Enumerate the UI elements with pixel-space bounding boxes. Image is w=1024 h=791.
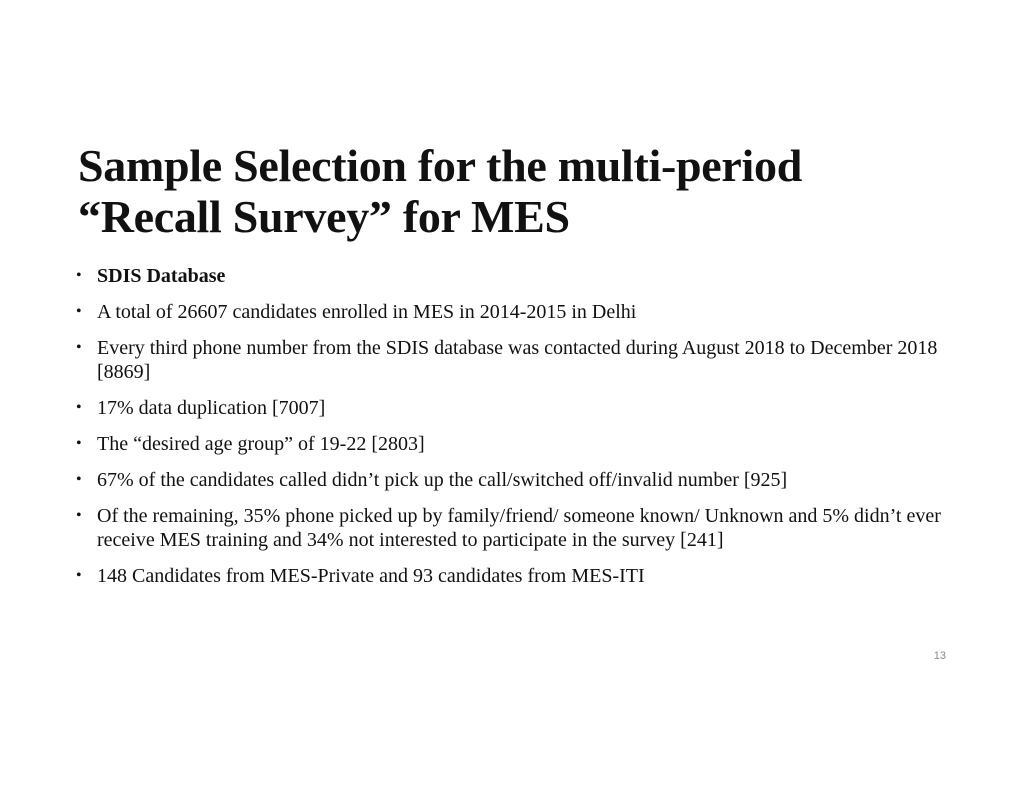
bullet-icon: • bbox=[76, 471, 82, 488]
bullet-item bbox=[76, 336, 956, 384]
bullet-icon: • bbox=[76, 339, 82, 356]
bullet-item bbox=[76, 300, 956, 324]
bullet-item bbox=[76, 564, 956, 588]
slide-title-line-1: Sample Selection for the multi-period bbox=[78, 140, 802, 191]
bullet-text: Every third phone number from the SDIS database was contacted during August 2018 to December 2018 [8869] bbox=[97, 337, 938, 383]
bullet-text: 17% data duplication [7007] bbox=[97, 397, 326, 419]
bullet-item bbox=[76, 504, 956, 552]
bullet-text: SDIS Database bbox=[97, 265, 226, 287]
bullet-text: Of the remaining, 35% phone picked up by family/friend/ someone known/ Unknown and 5% didn’t ever receive MES training and 34% not interested to participate in the survey [241] bbox=[97, 505, 941, 551]
bullet-item bbox=[76, 468, 956, 492]
bullet-icon: • bbox=[76, 435, 82, 452]
bullet-icon: • bbox=[76, 267, 82, 284]
bullet-icon: • bbox=[76, 507, 82, 524]
bullet-item bbox=[76, 432, 956, 456]
bullet-text: 148 Candidates from MES-Private and 93 candidates from MES-ITI bbox=[97, 565, 645, 587]
bullet-icon: • bbox=[76, 399, 82, 416]
bullet-item bbox=[76, 264, 956, 288]
bullet-icon: • bbox=[76, 567, 82, 584]
bullet-text: A total of 26607 candidates enrolled in MES in 2014-2015 in Delhi bbox=[97, 301, 637, 323]
slide-title-line-2: “Recall Survey” for MES bbox=[78, 191, 570, 242]
bullet-text: 67% of the candidates called didn’t pick up the call/switched off/invalid number [925] bbox=[97, 469, 788, 491]
bullet-text: The “desired age group” of 19-22 [2803] bbox=[97, 433, 425, 455]
bullet-icon: • bbox=[76, 303, 82, 320]
page-number: 13 bbox=[933, 650, 946, 662]
bullet-item bbox=[76, 396, 956, 420]
bullet-list bbox=[76, 264, 956, 600]
slide-title bbox=[78, 140, 958, 242]
